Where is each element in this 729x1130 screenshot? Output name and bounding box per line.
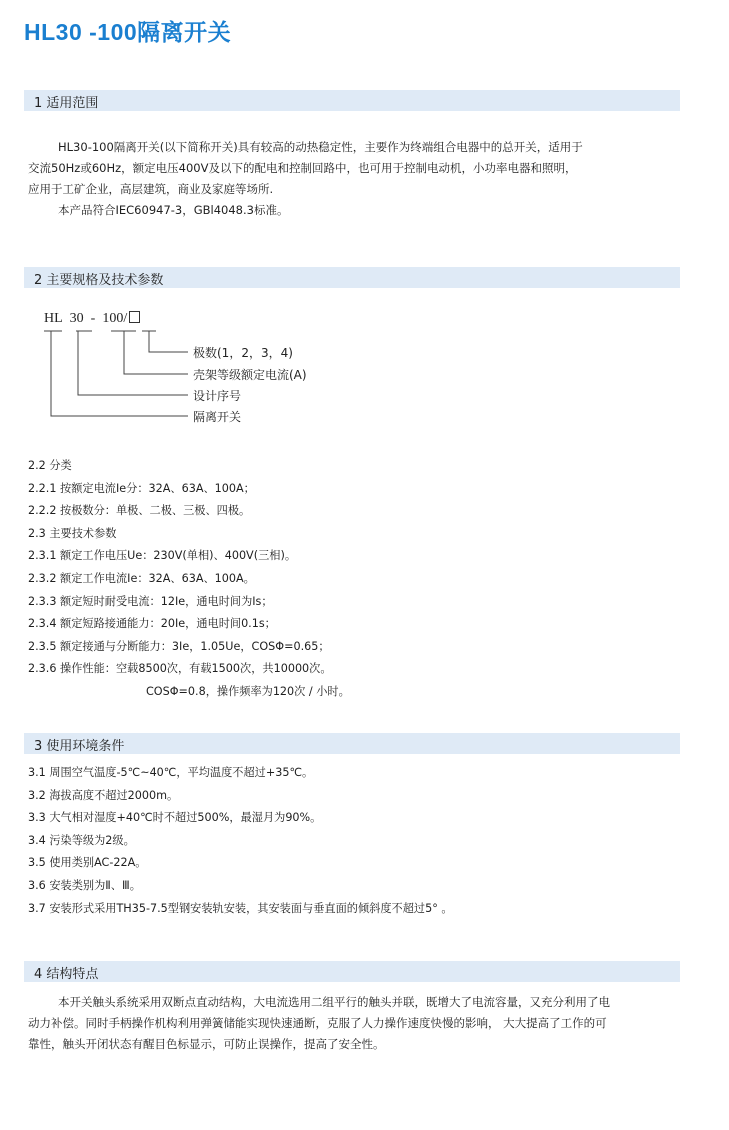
spec-line: 2.3.6 操作性能：空载8500次，有载1500次，共10000次。	[28, 662, 332, 676]
spec-line: 2.2 分类	[28, 459, 72, 472]
paragraph-line: 本开关触头系统采用双断点直动结构，大电流选用二组平行的触头并联，既增大了电流容量，又充分利用了电	[58, 995, 610, 1009]
leader-line-poles	[149, 331, 188, 352]
paragraph-line: 应用于工矿企业，高层建筑，商业及家庭等场所.	[28, 182, 274, 196]
spec-line: 2.3.2 额定工作电流Ie：32A、63A、100A。	[28, 571, 255, 585]
legend-isolating-switch: 隔离开关	[193, 410, 242, 424]
spec-line: 2.2.2 按极数分：单极、二极、三极、四极。	[28, 504, 251, 518]
legend-design-number: 设计序号	[193, 389, 242, 403]
env-line: 3.3 大气相对湿度+40℃时不超过500%，最湿月为90%。	[28, 811, 322, 825]
specs-list	[28, 455, 350, 704]
environment-list	[28, 762, 453, 920]
section-heading: 1 适用范围	[34, 96, 99, 111]
model-part-current: 100/	[102, 311, 128, 326]
env-line: 3.7 安装形式采用TH35-7.5型钢安装轨安装，其安装面与垂直面的倾斜度不超过5° 。	[28, 901, 453, 915]
paragraph-line: 本产品符合IEC60947-3，GBl4048.3标准。	[58, 203, 289, 217]
spec-line: 2.3.3 额定短时耐受电流：12Ie，通电时间为Is；	[28, 594, 273, 608]
model-part-design: 30	[69, 311, 84, 326]
env-line: 3.1 周围空气温度-5℃~40℃，平均温度不超过+35℃。	[28, 766, 314, 779]
spec-line: 2.3.1 额定工作电压Ue：230V(单相)、400V(三相)。	[28, 549, 297, 563]
paragraph-line: 动力补偿。同时手柄操作机构利用弹簧储能实现快速通断，克服了人力操作速度快慢的影响， 大大提高了工作的可	[28, 1016, 607, 1030]
model-part-dash: -	[90, 311, 96, 326]
paragraph-line: 交流50Hz或60Hz，额定电压400V及以下的配电和控制回路中，也可用于控制电动机，小功率电器和照明，	[28, 161, 577, 175]
env-line: 3.2 海拔高度不超过2000m。	[28, 788, 179, 802]
spec-line: COSΦ=0.8，操作频率为120次 / 小时。	[146, 684, 350, 698]
env-line: 3.6 安装类别为Ⅱ、Ⅲ。	[28, 878, 141, 892]
page-title: HL30 -100隔离开关	[24, 19, 232, 45]
env-line: 3.5 使用类别AC-22A。	[28, 856, 147, 870]
spec-line: 2.2.1 按额定电流Ie分：32A、63A、100A；	[28, 481, 255, 495]
paragraph-line: HL30-100隔离开关(以下简称开关)具有较高的动热稳定性，主要作为终端组合电器中的总开关，适用于	[58, 140, 583, 154]
model-part-series: HL	[44, 311, 63, 326]
env-line: 3.4 污染等级为2级。	[28, 833, 135, 847]
spec-line: 2.3 主要技术参数	[28, 526, 117, 540]
paragraph-line: 靠性，触头开闭状态有醒目色标显示，可防止误操作，提高了安全性。	[28, 1037, 385, 1051]
spec-line: 2.3.4 额定短路接通能力：20Ie，通电时间0.1s；	[28, 617, 276, 631]
section-heading: 4 结构特点	[34, 967, 99, 982]
legend-frame-current: 壳架等级额定电流(A)	[193, 368, 307, 382]
section-heading: 2 主要规格及技术参数	[34, 273, 164, 288]
legend-poles: 极数(1，2，3，4)	[193, 346, 293, 360]
leader-line-design	[78, 331, 188, 395]
section-header-structure	[24, 961, 680, 982]
structure-paragraph	[28, 992, 693, 1055]
spec-line: 2.3.5 额定接通与分断能力：3Ie，1.05Ue，COSΦ=0.65；	[28, 639, 330, 653]
section-header-environment	[24, 733, 680, 754]
section-heading: 3 使用环境条件	[34, 739, 125, 754]
